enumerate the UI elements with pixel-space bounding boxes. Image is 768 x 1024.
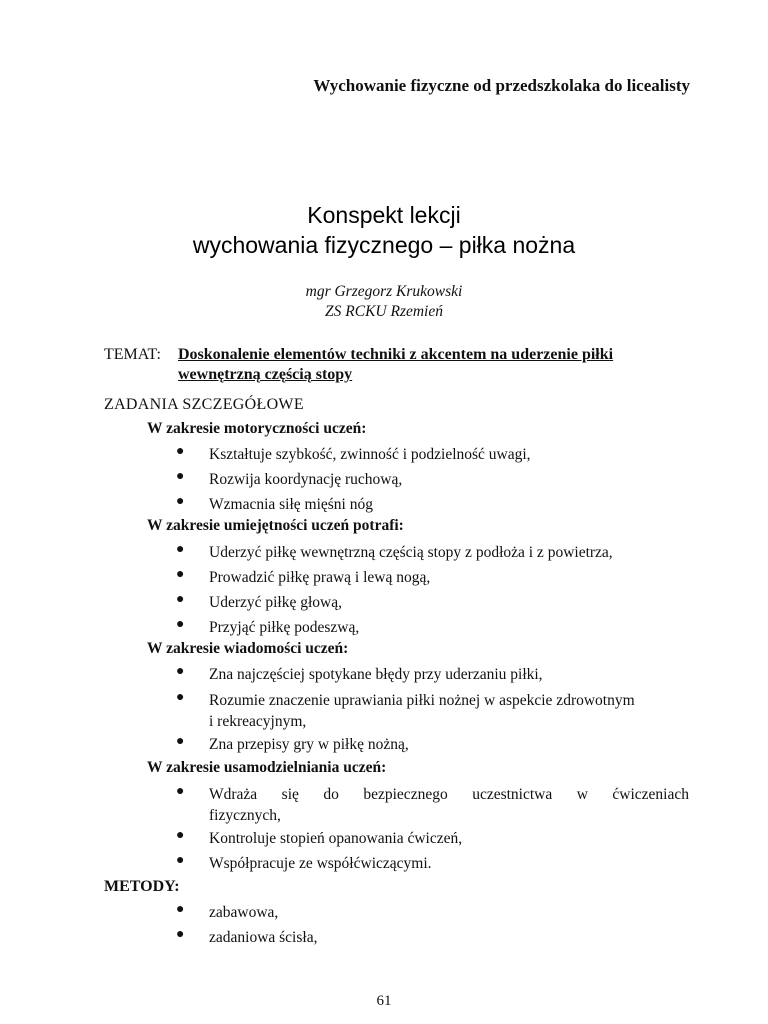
subheading-wiadomosci: W zakresie wiadomości uczeń: [147,640,349,657]
subheading-umiejetnosci: W zakresie umiejętności uczeń potrafi: [147,517,404,534]
bullet-icon: ● [176,617,185,632]
bullet-icon: ● [176,784,185,799]
topic-label: TEMAT: [104,346,161,363]
title-line-1: Konspekt lekcji [307,202,461,228]
document-page: Wychowanie fizyczne od przedszkolaka do licealisty Konspekt lekcji wychowania fizycznego – piłka nożna mgr Grzegorz Krukowski ZS RCKU Rzemień TEMAT: Doskonalenie elementów techniki z akcentem na uderzenie piłki wewnętrzną częścią stopy ZADANIA SZCZEGÓŁOWE W zakresie motoryczności uczeń: ● Kształtuje szybkość, zwinność i podzielność uwagi, ● Rozwija koordynację ruchową, ● Wzmacnia siłę mięśni nóg W zakresie umiejętności uczeń potrafi: ● Uderzyć piłkę wewnętrzną częścią stopy z podłoża i z powietrza, ● Prowadzić piłkę prawą i lewą nogą, ● Uderzyć piłkę głową, ● Przyjąć piłkę podeszwą, W zakresie wiadomości uczeń: ● Zna najczęściej spotykane błędy przy uderzaniu piłki, ● Rozumie znaczenie uprawiania piłki nożnej w aspekcie zdrowotnym i rekreacyjnym, ● Zna przepisy gry w piłkę nożną, W zakresie usamodzielniania uczeń: ● Wdraża się do bezpiecznego uczestnictwa w ćwiczeniach fizycznych, ● Kontroluje stopień opanowania ćwiczeń, ● Współpracuje ze współćwiczącymi. METODY: ● zabawowa, ● zadaniowa ścisła, 61 [0,0,768,1024]
bullet-icon: ● [176,469,185,484]
topic-text [178,345,658,385]
topic-line-2: wewnętrzną częścią stopy [178,366,353,383]
author-name: mgr Grzegorz Krukowski [305,283,463,300]
bullet-icon: ● [176,664,185,679]
bullet-icon: ● [176,592,185,607]
page-number: 61 [376,993,392,1009]
bullet-icon: ● [176,853,185,868]
bullet-icon: ● [176,494,185,509]
section-heading-zadania: ZADANIA SZCZEGÓŁOWE [104,396,304,413]
title-line-2: wychowania fizycznego – piłka nożna [192,232,576,258]
subheading-motoryka: W zakresie motoryczności uczeń: [147,420,367,437]
bullet-icon: ● [176,690,185,705]
bullet-icon: ● [176,734,185,749]
author-school: ZS RCKU Rzemień [325,303,443,320]
document-title [0,200,768,260]
topic-line-1: Doskonalenie elementów techniki z akcentem na uderzenie piłki [178,346,614,363]
bullet-icon: ● [176,444,185,459]
author-block [0,282,768,322]
bullet-icon: ● [176,567,185,582]
subheading-usamodzielnianie: W zakresie usamodzielniania uczeń: [147,759,387,776]
bullet-icon: ● [176,828,185,843]
running-header: Wychowanie fizyczne od przedszkolaka do licealisty [313,76,690,95]
section-heading-metody: METODY: [104,878,180,895]
bullet-icon: ● [176,927,185,942]
bullet-icon: ● [176,902,185,917]
bullet-icon: ● [176,542,185,557]
